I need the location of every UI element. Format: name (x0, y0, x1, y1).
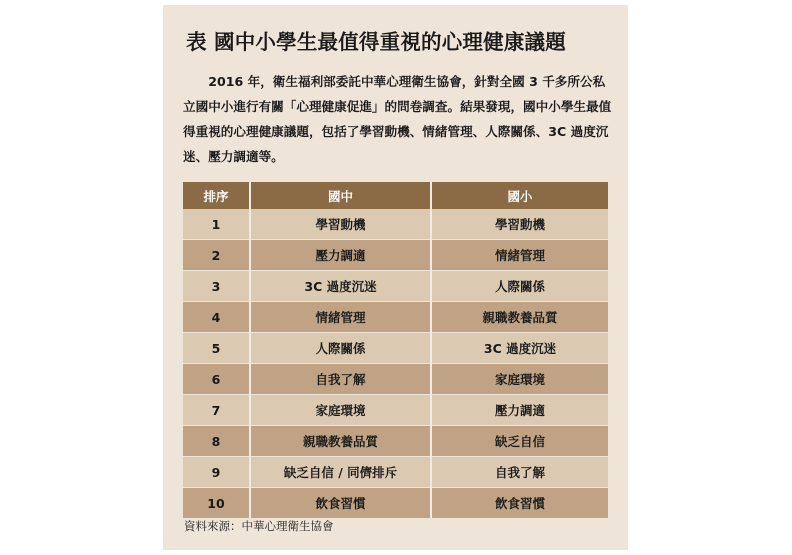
table-row (183, 488, 608, 519)
rank-cell: 6 (183, 364, 250, 395)
elementary-cell: 學習動機 (431, 209, 608, 240)
rank-cell: 1 (183, 209, 250, 240)
table-row (183, 457, 608, 488)
table-row (183, 271, 608, 302)
elementary-cell: 自我了解 (431, 457, 608, 488)
rank-cell: 4 (183, 302, 250, 333)
junior-high-cell: 缺乏自信 / 同儕排斥 (250, 457, 431, 488)
intro-text: 2016 年，衛生福利部委託中華心理衛生協會，針對全國 3 千多所公私立國中小進行有關「心理健康促進」的問卷調查。結果發現，國中小學生最值得重視的心理健康議題，包括了學習動機、情緒管理、人際關係、3C 過度沉迷、壓力調適等。 (183, 74, 612, 164)
ranking-table (183, 182, 608, 518)
junior-high-cell: 學習動機 (250, 209, 431, 240)
junior-high-cell: 壓力調適 (250, 240, 431, 271)
rank-cell: 7 (183, 395, 250, 426)
junior-high-cell: 飲食習慣 (250, 488, 431, 519)
header-elementary: 國小 (431, 182, 608, 209)
table-title: 表 國中小學生最值得重視的心理健康議題 (186, 30, 566, 54)
rank-cell: 10 (183, 488, 250, 519)
elementary-cell: 壓力調適 (431, 395, 608, 426)
junior-high-cell: 情緒管理 (250, 302, 431, 333)
elementary-cell: 飲食習慣 (431, 488, 608, 519)
table-row (183, 395, 608, 426)
rank-cell: 3 (183, 271, 250, 302)
elementary-cell: 3C 過度沉迷 (431, 333, 608, 364)
junior-high-cell: 人際關係 (250, 333, 431, 364)
source-note: 資料來源：中華心理衛生協會 (184, 519, 334, 533)
header-junior-high: 國中 (250, 182, 431, 209)
table-row (183, 209, 608, 240)
rank-cell: 8 (183, 426, 250, 457)
elementary-cell: 情緒管理 (431, 240, 608, 271)
article-panel (163, 5, 628, 550)
elementary-cell: 人際關係 (431, 271, 608, 302)
junior-high-cell: 親職教養品質 (250, 426, 431, 457)
table-header-row (183, 182, 608, 209)
rank-cell: 9 (183, 457, 250, 488)
rank-cell: 5 (183, 333, 250, 364)
table-row (183, 364, 608, 395)
table-row (183, 333, 608, 364)
table-row (183, 240, 608, 271)
elementary-cell: 親職教養品質 (431, 302, 608, 333)
junior-high-cell: 自我了解 (250, 364, 431, 395)
junior-high-cell: 3C 過度沉迷 (250, 271, 431, 302)
table-row (183, 302, 608, 333)
header-rank: 排序 (183, 182, 250, 209)
table-row (183, 426, 608, 457)
rank-cell: 2 (183, 240, 250, 271)
elementary-cell: 家庭環境 (431, 364, 608, 395)
junior-high-cell: 家庭環境 (250, 395, 431, 426)
elementary-cell: 缺乏自信 (431, 426, 608, 457)
intro-paragraph (183, 69, 613, 169)
